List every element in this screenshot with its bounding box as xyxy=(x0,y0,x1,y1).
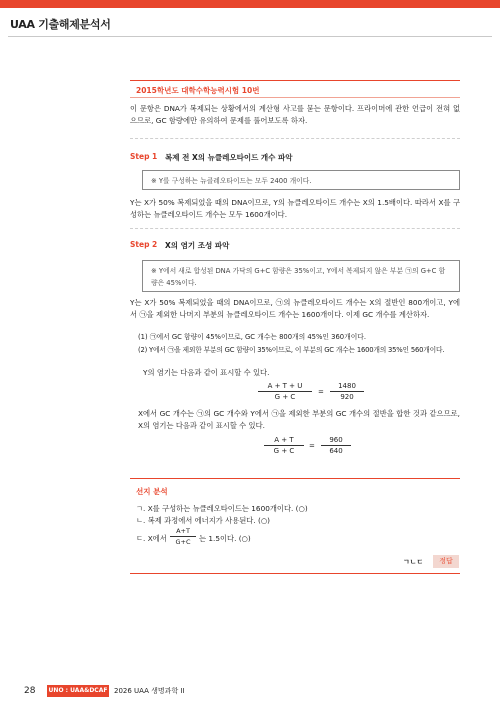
choice-3-numerator: A+T xyxy=(170,527,196,537)
page-number: 28 xyxy=(24,686,36,696)
footer-badge: UNO : UAA&DCAF xyxy=(47,685,109,697)
header-divider xyxy=(8,36,492,37)
step2-body: Y는 X가 50% 복제되었을 때의 DNA이므로, ㉠의 뉴클레오타이드 개수는 X의 절반인 800개이고, Y에서 ㉠을 제외한 나머지 부분의 뉴클레오타이드 개수는 1600개이다. 이제 GC 개수를 계산하자. xyxy=(130,298,460,319)
problem-source-tag: 2015학년도 대학수학능력시험 10번 xyxy=(136,86,260,95)
step2-item-1: (1) ㉠에서 GC 함량이 45%이므로, GC 개수는 800개의 45%인 360개이다. xyxy=(138,333,366,341)
x-ratio-equals: = xyxy=(309,442,315,450)
step2-item-2: (2) Y에서 ㉠을 제외한 부분의 GC 함량이 35%이므로, 이 부분의 GC 개수는 1600개의 35%인 560개이다. xyxy=(138,346,445,354)
choices-bottom-rule xyxy=(130,573,460,574)
x-ratio-numerator: A + T xyxy=(264,436,304,446)
step2-label: Step 2 xyxy=(130,240,158,249)
y-ratio-fraction xyxy=(258,382,312,401)
step2-title: X의 염기 조성 파악 xyxy=(165,241,230,250)
y-value-numerator: 1480 xyxy=(330,382,364,392)
y-ratio-equals: = xyxy=(318,388,324,396)
divider xyxy=(130,228,460,229)
choice-1: ㄱ. X를 구성하는 뉴클레오타이드는 1600개이다. (○) xyxy=(136,504,308,513)
choice-3-denominator: G+C xyxy=(175,538,191,546)
answer-badge: 정답 xyxy=(433,555,459,568)
book-header-title: UAA 기출해제분석서 xyxy=(10,18,111,31)
problem-tag-rule xyxy=(130,97,460,98)
choices-top-rule xyxy=(130,478,460,479)
step1-label: Step 1 xyxy=(130,152,158,161)
step2-condition-box: ※ Y에서 새로 합성된 DNA 가닥의 G+C 함량은 35%이고, Y에서 복제되지 않은 부분 ㉠의 G+C 함량은 45%이다. xyxy=(142,260,460,292)
divider xyxy=(130,138,460,139)
answer-key: ㄱㄴㄷ xyxy=(403,558,424,566)
y-value-denominator: 920 xyxy=(340,393,354,401)
x-ratio-value xyxy=(321,436,351,455)
x-ratio-explanation: X에서 GC 개수는 ㉠의 GC 개수와 Y에서 ㉠을 제외한 부분의 GC 개수의 절반을 합한 것과 같으므로, X의 염기는 다음과 같이 표시할 수 있다. xyxy=(138,409,460,430)
footer-book-title: 2026 UAA 생명과학 II xyxy=(114,687,185,695)
choices-title: 선지 분석 xyxy=(136,487,168,496)
problem-top-rule xyxy=(130,80,460,81)
x-value-numerator: 960 xyxy=(321,436,351,446)
y-ratio-denominator: G + C xyxy=(274,393,296,401)
header-accent-bar xyxy=(0,0,500,8)
choice-3-fraction xyxy=(170,527,196,546)
choice-3-suffix: 는 1.5이다. (○) xyxy=(199,534,251,543)
x-ratio-fraction xyxy=(264,436,304,455)
y-ratio-intro: Y의 염기는 다음과 같이 표시할 수 있다. xyxy=(143,368,270,377)
choice-3-prefix: ㄷ. X에서 xyxy=(136,534,167,543)
y-ratio-numerator: A + T + U xyxy=(258,382,312,392)
choice-2: ㄴ. 복제 과정에서 에너지가 사용된다. (○) xyxy=(136,516,271,525)
problem-intro: 이 문항은 DNA가 복제되는 상황에서의 계산형 사고를 묻는 문항이다. 프라이머에 관한 언급이 전혀 없으므로, GC 함량에만 유의하여 문제를 풀어보도록 하자. xyxy=(130,104,460,125)
step1-title: 복제 전 X의 뉴클레오타이드 개수 파악 xyxy=(165,153,293,162)
x-value-denominator: 640 xyxy=(329,447,343,455)
y-ratio-value xyxy=(330,382,364,401)
step1-condition-box: ※ Y를 구성하는 뉴클레오타이드는 모두 2400 개이다. xyxy=(142,170,460,190)
step1-body: Y는 X가 50% 복제되었을 때의 DNA이므로, Y의 뉴클레오타이드 개수는 X의 1.5배이다. 따라서 X를 구성하는 뉴클레오타이드 개수는 모두 1600개이다. xyxy=(130,198,460,219)
x-ratio-denominator: G + C xyxy=(273,447,295,455)
